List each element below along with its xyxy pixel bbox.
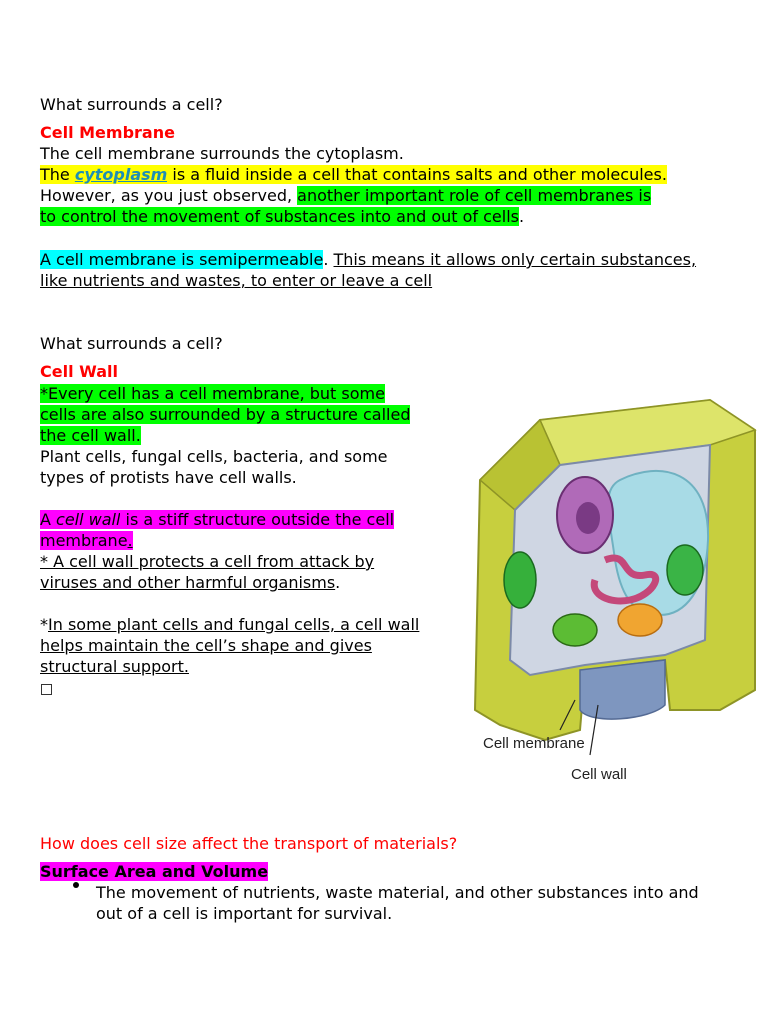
m1-post: is a stiff structure outside the cell xyxy=(120,510,395,529)
cytoplasm-link[interactable]: cytoplasm xyxy=(74,165,168,184)
m1-ital: cell wall xyxy=(56,510,121,529)
line2-pre: The xyxy=(40,165,75,184)
wall-magenta-1 xyxy=(40,509,394,530)
s1-star: * xyxy=(40,615,48,634)
membrane-line-2 xyxy=(40,164,667,185)
line4-to: to xyxy=(40,207,57,226)
membrane-line-6: like nutrients and wastes, to enter or leave a cell xyxy=(40,271,433,290)
line2-post: is a fluid inside a cell that contains salts and other molecules. xyxy=(167,165,667,184)
wall-protect-2 xyxy=(40,572,340,593)
wall-green-2 xyxy=(40,404,410,425)
s1-text: In some plant cells and fungal cells, a cell wall xyxy=(48,615,420,634)
membrane-line-3 xyxy=(40,185,651,206)
heading-cell-membrane: Cell Membrane xyxy=(40,123,175,142)
golgi-apparatus xyxy=(618,604,662,636)
question-3: How does cell size affect the transport of materials? xyxy=(40,834,458,853)
bullet-icon xyxy=(73,882,79,888)
membrane-line-5 xyxy=(40,249,696,270)
line5-underlined: This means it allows only certain substances, xyxy=(333,250,697,269)
membrane-line-4 xyxy=(40,206,524,227)
wall-green-2-text: cells are also surrounded by a structure called xyxy=(40,405,411,424)
heading-cell-wall: Cell Wall xyxy=(40,362,118,381)
chloroplast-bottom xyxy=(553,614,597,646)
question-2: What surrounds a cell? xyxy=(40,334,223,353)
wall-magenta-2 xyxy=(40,530,133,551)
wall-green-3-text: the cell wall. xyxy=(40,426,141,445)
line4-highlight: control the movement of substances into and out of cells xyxy=(56,207,519,226)
label-cell-membrane: Cell membrane xyxy=(483,735,585,752)
wall-plain-1: Plant cells, fungal cells, bacteria, and some xyxy=(40,447,388,466)
wall-green-3 xyxy=(40,425,141,446)
v2-dot: . xyxy=(335,573,341,592)
membrane-line-1: The cell membrane surrounds the cytoplasm. xyxy=(40,144,404,163)
wall-green-1-text: *Every cell has a cell membrane, but some xyxy=(40,384,385,403)
nucleolus xyxy=(576,502,600,534)
heading-surface-area xyxy=(40,861,268,882)
wall-support-3: structural support. xyxy=(40,657,189,676)
v2-text: viruses and other harmful organisms xyxy=(40,573,336,592)
cell-bottom-region xyxy=(580,660,665,719)
checkbox[interactable] xyxy=(41,684,52,695)
bullet-line-2: out of a cell is important for survival. xyxy=(96,904,393,923)
wall-support-1 xyxy=(40,614,419,635)
m1-pre: A xyxy=(40,510,57,529)
wall-plain-2: types of protists have cell walls. xyxy=(40,468,297,487)
wall-green-1 xyxy=(40,383,385,404)
semipermeable-highlight: A cell membrane is semipermeable xyxy=(40,250,324,269)
chloroplast-right xyxy=(667,545,703,595)
m2-text: membrane xyxy=(40,531,128,550)
bullet-line-1: The movement of nutrients, waste material, and other substances into and xyxy=(96,883,699,902)
surface-area-heading-text: Surface Area and Volume xyxy=(40,862,269,881)
line5-mid: . xyxy=(323,250,334,269)
question-1: What surrounds a cell? xyxy=(40,95,223,114)
label-cell-wall: Cell wall xyxy=(571,766,627,783)
line3-pre: However, as you just observed, xyxy=(40,186,298,205)
line4-dot: . xyxy=(519,207,525,226)
wall-support-2: helps maintain the cell’s shape and gives xyxy=(40,636,372,655)
wall-protect-1: * A cell wall protects a cell from attack by xyxy=(40,552,375,571)
chloroplast-left xyxy=(504,552,536,608)
line3-highlight: another important role of cell membranes is xyxy=(297,186,652,205)
m2-dot: . xyxy=(127,531,133,550)
